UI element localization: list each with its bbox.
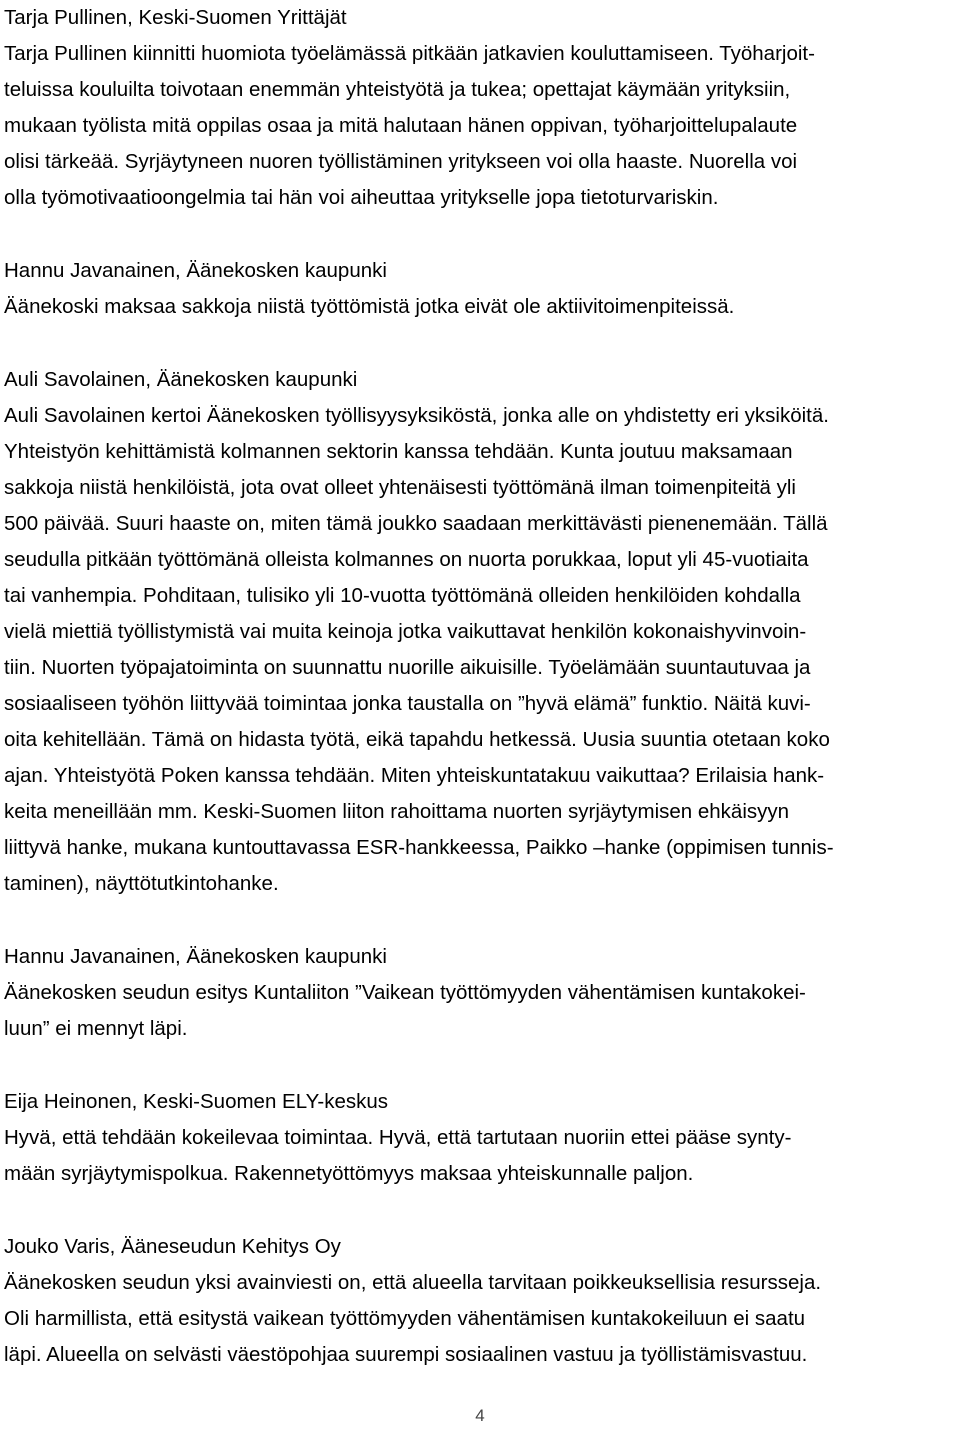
paragraph-line: seudulla pitkään työttömänä olleista kolmannes on nuorta porukkaa, loput yli 45-vuotiaita xyxy=(4,548,809,571)
speaker-heading: Jouko Varis, Ääneseudun Kehitys Oy xyxy=(4,1235,341,1258)
paragraph-line: olisi tärkeää. Syrjäytyneen nuoren työllistäminen yritykseen voi olla haaste. Nuorella voi xyxy=(4,150,798,173)
paragraph-line: luun” ei mennyt läpi. xyxy=(4,1017,188,1040)
document-body xyxy=(4,0,956,1373)
paragraph-line: 500 päivää. Suuri haaste on, miten tämä joukko saadaan merkittävästi pienenemään. Tällä xyxy=(4,512,828,535)
section-spacer xyxy=(4,325,956,362)
section-spacer xyxy=(4,216,956,253)
paragraph-line: vielä miettiä työllistymistä vai muita keinoja jotka vaikuttavat henkilön kokonaishyvinvoin- xyxy=(4,620,807,643)
paragraph-line: Äänekosken seudun esitys Kuntaliiton ”Vaikean työttömyyden vähentämisen kuntakokei- xyxy=(4,981,806,1004)
paragraph-line: tiin. Nuorten työpajatoiminta on suunnattu nuorille aikuisille. Työelämään suuntautuvaa ja xyxy=(4,656,811,679)
paragraph-line: läpi. Alueella on selvästi väestöpohjaa suurempi sosiaalinen vastuu ja työllistämisvastuu. xyxy=(4,1343,808,1366)
page-number: 4 xyxy=(475,1406,485,1425)
speaker-heading: Hannu Javanainen, Äänekosken kaupunki xyxy=(4,945,387,968)
paragraph-line: Yhteistyön kehittämistä kolmannen sektorin kanssa tehdään. Kunta joutuu maksamaan xyxy=(4,440,793,463)
speaker-heading: Eija Heinonen, Keski-Suomen ELY-keskus xyxy=(4,1090,389,1113)
section-spacer xyxy=(4,1047,956,1084)
paragraph-line: tai vanhempia. Pohditaan, tulisiko yli 10-vuotta työttömänä olleiden henkilöiden kohdalla xyxy=(4,584,801,607)
paragraph-line: Hyvä, että tehdään kokeilevaa toimintaa. Hyvä, että tartutaan nuoriin ettei pääse synty- xyxy=(4,1126,792,1149)
paragraph-line: taminen), näyttötutkintohanke. xyxy=(4,872,279,895)
paragraph-line: Äänekoski maksaa sakkoja niistä työttömistä jotka eivät ole aktiivitoimenpiteissä. xyxy=(4,295,735,318)
paragraph-line: teluissa kouluilta toivotaan enemmän yhteistyötä ja tukea; opettajat käymään yrityksiin, xyxy=(4,78,791,101)
speaker-section xyxy=(4,0,956,216)
paragraph-line: Oli harmillista, että esitystä vaikean työttömyyden vähentämisen kuntakokeiluun ei saatu xyxy=(4,1307,806,1330)
paragraph-line: Auli Savolainen kertoi Äänekosken työllisyysyksiköstä, jonka alle on yhdistetty eri yksiköitä. xyxy=(4,404,829,427)
paragraph-line: Äänekosken seudun yksi avainviesti on, että alueella tarvitaan poikkeuksellisia resursseja. xyxy=(4,1271,822,1294)
paragraph-line: ajan. Yhteistyötä Poken kanssa tehdään. Miten yhteiskuntatakuu vaikuttaa? Erilaisia hank- xyxy=(4,764,825,787)
paragraph-line: oita kehitellään. Tämä on hidasta työtä, eikä tapahdu hetkessä. Uusia suuntia otetaan koko xyxy=(4,728,830,751)
speaker-heading: Auli Savolainen, Äänekosken kaupunki xyxy=(4,368,358,391)
section-spacer xyxy=(4,902,956,939)
speaker-section xyxy=(4,253,956,325)
speaker-section xyxy=(4,1229,956,1373)
paragraph-line: sosiaaliseen työhön liittyvää toimintaa jonka taustalla on ”hyvä elämä” funktio. Näitä kuvi- xyxy=(4,692,811,715)
paragraph-line: mään syrjäytymispolkua. Rakennetyöttömyys maksaa yhteiskunnalle paljon. xyxy=(4,1162,694,1185)
speaker-heading: Tarja Pullinen, Keski-Suomen Yrittäjät xyxy=(4,6,347,29)
paragraph-line: Tarja Pullinen kiinnitti huomiota työelämässä pitkään jatkavien kouluttamiseen. Työharjoit- xyxy=(4,42,815,65)
paragraph-line: mukaan työlista mitä oppilas osaa ja mitä halutaan hänen oppivan, työharjoittelupalaute xyxy=(4,114,798,137)
paragraph-line: olla työmotivaatioongelmia tai hän voi aiheuttaa yritykselle jopa tietoturvariskin. xyxy=(4,186,719,209)
paragraph-line: sakkoja niistä henkilöistä, jota ovat olleet yhtenäisesti työttömänä ilman toimenpiteitä yli xyxy=(4,476,796,499)
paragraph-line: liittyvä hanke, mukana kuntouttavassa ESR-hankkeessa, Paikko –hanke (oppimisen tunnis- xyxy=(4,836,834,859)
speaker-section xyxy=(4,1084,956,1192)
speaker-section xyxy=(4,939,956,1047)
speaker-section xyxy=(4,362,956,902)
paragraph-line: keita meneillään mm. Keski-Suomen liiton rahoittama nuorten syrjäytymisen ehkäisyyn xyxy=(4,800,790,823)
speaker-heading: Hannu Javanainen, Äänekosken kaupunki xyxy=(4,259,387,282)
section-spacer xyxy=(4,1192,956,1229)
